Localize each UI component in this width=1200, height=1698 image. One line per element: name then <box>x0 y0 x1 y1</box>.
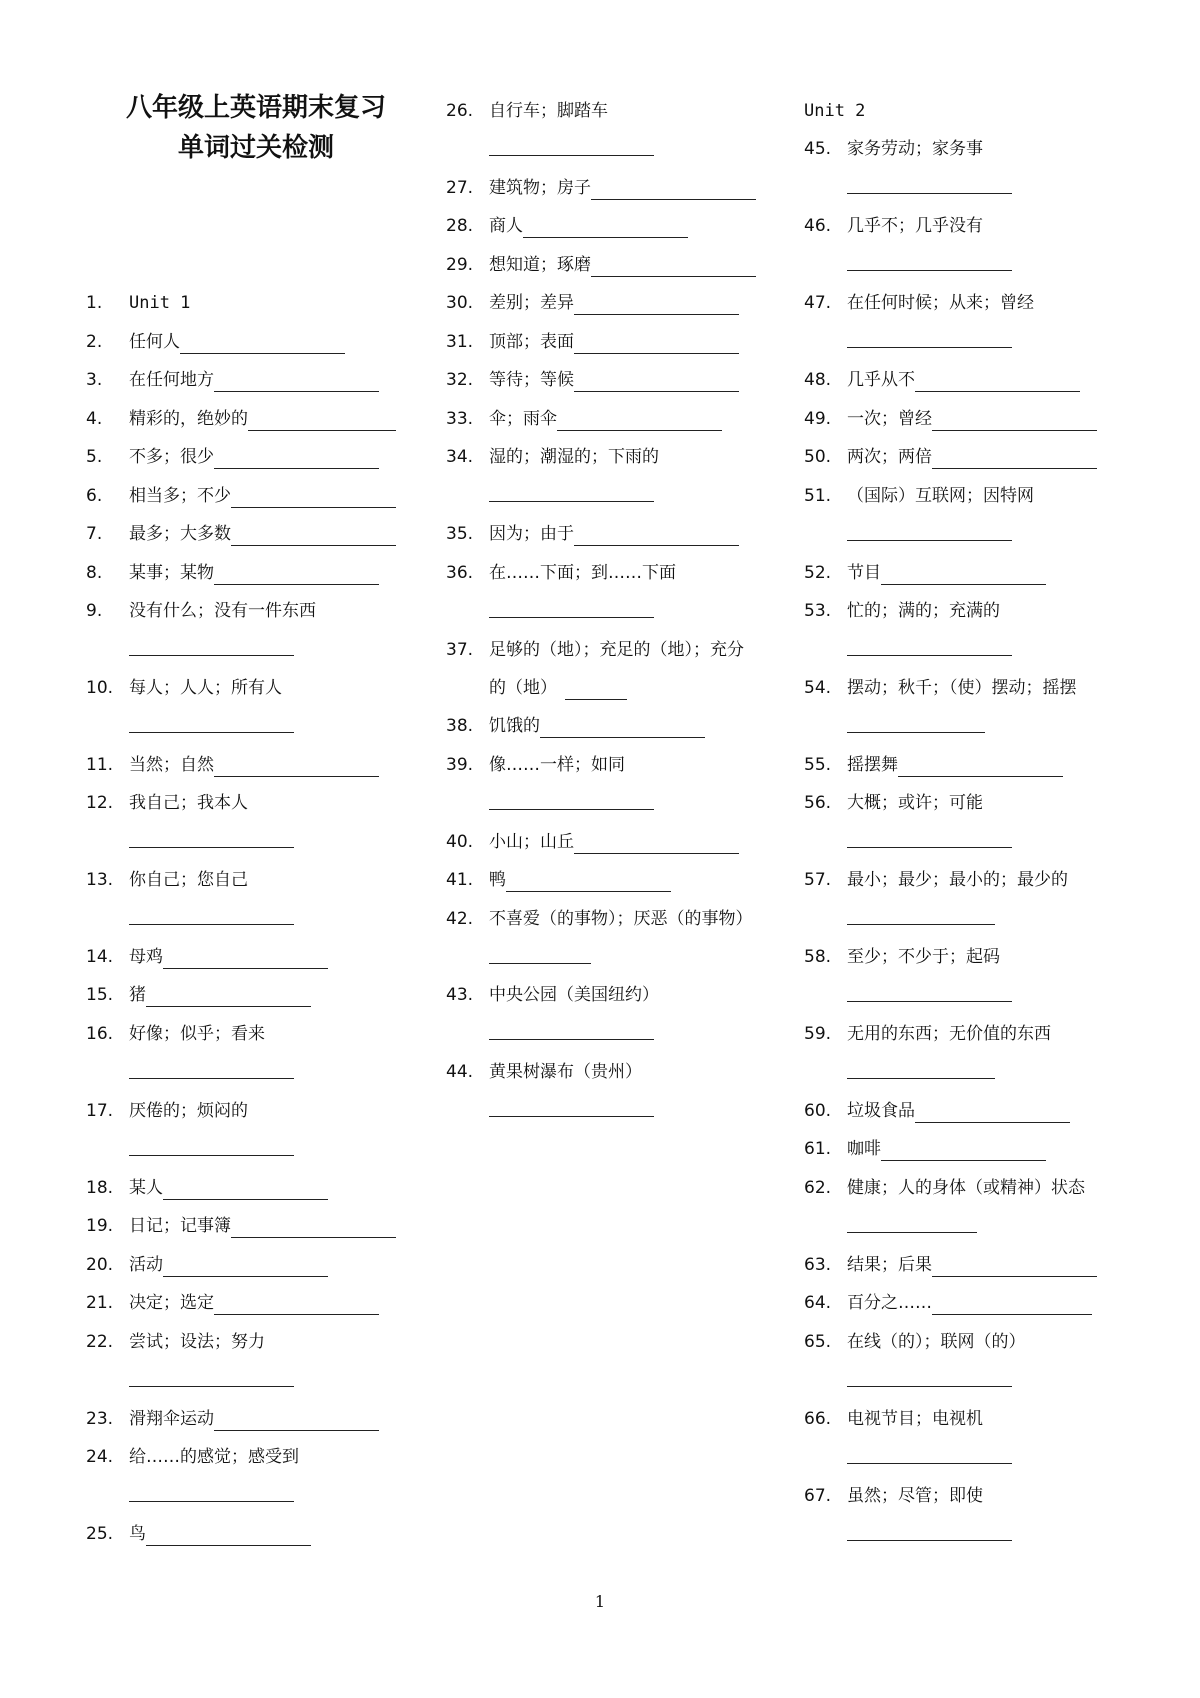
answer-blank[interactable] <box>489 1039 654 1040</box>
item-number: 26. <box>446 101 474 121</box>
answer-blank[interactable] <box>847 1078 995 1079</box>
item-number: 53. <box>804 601 832 621</box>
item-prompt: 咖啡 <box>847 1139 881 1159</box>
item-number: 64. <box>804 1293 832 1313</box>
item-number: 7. <box>86 524 103 544</box>
answer-blank[interactable] <box>557 412 722 431</box>
item-number: 1. <box>86 293 103 313</box>
answer-blank[interactable] <box>881 566 1046 585</box>
answer-blank[interactable] <box>898 758 1063 777</box>
answer-blank[interactable] <box>231 489 396 508</box>
answer-blank[interactable] <box>506 873 671 892</box>
answer-blank[interactable] <box>129 1155 294 1156</box>
item-prompt: 中央公园（美国纽约） <box>489 985 659 1005</box>
item-prompt: 饥饿的 <box>489 716 540 736</box>
answer-blank[interactable] <box>847 847 1012 848</box>
item-prompt: 无用的东西；无价值的东西 <box>847 1024 1051 1044</box>
answer-blank[interactable] <box>847 270 1012 271</box>
answer-blank[interactable] <box>129 655 294 656</box>
item-number: 11. <box>86 755 114 775</box>
item-number: 63. <box>804 1255 832 1275</box>
item-number: 42. <box>446 909 474 929</box>
item-prompt: 当然；自然 <box>129 755 214 775</box>
item-number: 57. <box>804 870 832 890</box>
item-prompt: 因为；由于 <box>489 524 574 544</box>
item-number: 4. <box>86 409 103 429</box>
title-line-2: 单词过关检测 <box>177 133 334 163</box>
item-number: 15. <box>86 985 114 1005</box>
answer-blank[interactable] <box>574 296 739 315</box>
item-number: 66. <box>804 1409 832 1429</box>
answer-blank[interactable] <box>214 373 379 392</box>
answer-blank[interactable] <box>591 258 756 277</box>
answer-blank[interactable] <box>146 1527 311 1546</box>
item-number: 55. <box>804 755 832 775</box>
answer-blank[interactable] <box>932 1258 1097 1277</box>
item-prompt: 每人；人人；所有人 <box>129 678 282 698</box>
answer-blank[interactable] <box>146 988 311 1007</box>
answer-blank[interactable] <box>489 617 654 618</box>
answer-blank[interactable] <box>932 1296 1092 1315</box>
item-number: 18. <box>86 1178 114 1198</box>
item-prompt: （国际）互联网；因特网 <box>847 486 1034 506</box>
answer-blank[interactable] <box>129 1501 294 1502</box>
answer-blank[interactable] <box>129 1386 294 1387</box>
answer-blank[interactable] <box>847 193 1012 194</box>
item-number: 62. <box>804 1178 832 1198</box>
item-prompt: 在任何地方 <box>129 370 214 390</box>
answer-blank[interactable] <box>214 450 379 469</box>
item-prompt: 滑翔伞运动 <box>129 1409 214 1429</box>
item-prompt: 不喜爱（的事物）；厌恶（的事物） <box>489 909 753 929</box>
answer-blank[interactable] <box>847 1386 1012 1387</box>
item-prompt: 猪 <box>129 985 146 1005</box>
item-prompt: 商人 <box>489 216 523 236</box>
item-number: 38. <box>446 716 474 736</box>
item-prompt: 我自己；我本人 <box>129 793 248 813</box>
item-number: 32. <box>446 370 474 390</box>
answer-blank[interactable] <box>847 1232 977 1233</box>
item-prompt: 百分之…… <box>847 1293 932 1313</box>
item-number: 12. <box>86 793 114 813</box>
item-number: 33. <box>446 409 474 429</box>
item-number: 14. <box>86 947 114 967</box>
item-number: 60. <box>804 1101 832 1121</box>
item-prompt: 垃圾食品 <box>847 1101 915 1121</box>
item-prompt: 大概；或许；可能 <box>847 793 983 813</box>
item-prompt: 摇摆舞 <box>847 755 898 775</box>
item-prompt: 相当多；不少 <box>129 486 231 506</box>
item-number: 27. <box>446 178 474 198</box>
item-prompt: 黄果树瀑布（贵州） <box>489 1062 642 1082</box>
item-number: 41. <box>446 870 474 890</box>
item-prompt: 结果；后果 <box>847 1255 932 1275</box>
item-number: 56. <box>804 793 832 813</box>
item-number: 65. <box>804 1332 832 1352</box>
answer-blank[interactable] <box>163 1181 328 1200</box>
item-prompt: 健康；人的身体（或精神）状态 <box>847 1178 1085 1198</box>
answer-blank[interactable] <box>129 847 294 848</box>
item-number: 40. <box>446 832 474 852</box>
unit-heading: Unit 1 <box>129 293 191 313</box>
item-prompt: 好像；似乎；看来 <box>129 1024 265 1044</box>
item-number: 9. <box>86 601 103 621</box>
item-prompt: 湿的；潮湿的；下雨的 <box>489 447 659 467</box>
item-prompt: 不多；很少 <box>129 447 214 467</box>
answer-blank[interactable] <box>163 950 328 969</box>
answer-blank[interactable] <box>129 1078 294 1079</box>
item-number: 35. <box>446 524 474 544</box>
answer-blank[interactable] <box>847 1540 1012 1541</box>
item-number: 59. <box>804 1024 832 1044</box>
answer-blank[interactable] <box>540 719 705 738</box>
item-number: 47. <box>804 293 832 313</box>
item-prompt: 最小；最少；最小的；最少的 <box>847 870 1068 890</box>
answer-blank[interactable] <box>489 1116 654 1117</box>
item-number: 51. <box>804 486 832 506</box>
answer-blank[interactable] <box>214 566 379 585</box>
item-number: 19. <box>86 1216 114 1236</box>
item-prompt: 两次；两倍 <box>847 447 932 467</box>
item-prompt: 日记；记事簿 <box>129 1216 231 1236</box>
item-prompt: 顶部；表面 <box>489 332 574 352</box>
item-prompt: 最多；大多数 <box>129 524 231 544</box>
answer-blank[interactable] <box>231 1219 396 1238</box>
item-prompt: 虽然；尽管；即使 <box>847 1486 983 1506</box>
item-number: 16. <box>86 1024 114 1044</box>
item-number: 8. <box>86 563 103 583</box>
answer-blank[interactable] <box>847 655 1012 656</box>
item-prompt: 没有什么；没有一件东西 <box>129 601 316 621</box>
item-number: 25. <box>86 1524 114 1544</box>
item-number: 44. <box>446 1062 474 1082</box>
title-line-1: 八年级上英语期末复习 <box>125 93 386 123</box>
item-number: 48. <box>804 370 832 390</box>
item-number: 45. <box>804 139 832 159</box>
item-prompt-continued: 的（地） <box>489 678 557 698</box>
item-number: 23. <box>86 1409 114 1429</box>
item-number: 52. <box>804 563 832 583</box>
item-prompt: 鸟 <box>129 1524 146 1544</box>
document-title <box>86 88 426 168</box>
answer-blank[interactable] <box>847 1001 1012 1002</box>
page-number: 1 <box>594 1592 606 1611</box>
item-number: 20. <box>86 1255 114 1275</box>
item-prompt: 足够的（地）；充足的（地）；充分 <box>489 640 744 660</box>
item-prompt: 至少；不少于；起码 <box>847 947 1000 967</box>
item-number: 6. <box>86 486 103 506</box>
item-prompt: 尝试；设法；努力 <box>129 1332 265 1352</box>
answer-blank[interactable] <box>129 924 294 925</box>
answer-blank[interactable] <box>489 809 654 810</box>
item-prompt: 像……一样；如同 <box>489 755 625 775</box>
item-prompt: 伞；雨伞 <box>489 409 557 429</box>
item-prompt: 你自己；您自己 <box>129 870 248 890</box>
answer-blank[interactable] <box>847 1463 1012 1464</box>
answer-blank[interactable] <box>214 1412 379 1431</box>
answer-blank[interactable] <box>489 963 591 964</box>
item-prompt: 家务劳动；家务事 <box>847 139 983 159</box>
answer-blank[interactable] <box>932 450 1097 469</box>
item-number: 5. <box>86 447 103 467</box>
item-prompt: 决定；选定 <box>129 1293 214 1313</box>
item-number: 67. <box>804 1486 832 1506</box>
answer-blank[interactable] <box>847 540 1012 541</box>
item-number: 22. <box>86 1332 114 1352</box>
item-number: 17. <box>86 1101 114 1121</box>
answer-blank[interactable] <box>574 835 739 854</box>
item-prompt: 在线（的）；联网（的） <box>847 1332 1026 1352</box>
answer-blank[interactable] <box>231 527 396 546</box>
answer-blank[interactable] <box>129 732 294 733</box>
item-prompt: 节目 <box>847 563 881 583</box>
item-prompt: 想知道；琢磨 <box>489 255 591 275</box>
item-prompt: 任何人 <box>129 332 180 352</box>
item-prompt: 某人 <box>129 1178 163 1198</box>
item-prompt: 给……的感觉；感受到 <box>129 1447 299 1467</box>
item-number: 43. <box>446 985 474 1005</box>
item-number: 28. <box>446 216 474 236</box>
answer-blank[interactable] <box>574 335 739 354</box>
item-number: 30. <box>446 293 474 313</box>
answer-blank[interactable] <box>574 527 739 546</box>
answer-blank[interactable] <box>489 501 654 502</box>
item-number: 39. <box>446 755 474 775</box>
item-prompt: 自行车；脚踏车 <box>489 101 608 121</box>
answer-blank[interactable] <box>565 681 627 700</box>
answer-blank[interactable] <box>847 924 995 925</box>
item-number: 50. <box>804 447 832 467</box>
answer-blank[interactable] <box>591 181 756 200</box>
item-prompt: 忙的；满的；充满的 <box>847 601 1000 621</box>
item-prompt: 某事；某物 <box>129 563 214 583</box>
item-prompt: 鸭 <box>489 870 506 890</box>
answer-blank[interactable] <box>932 412 1097 431</box>
item-prompt: 几乎从不 <box>847 370 915 390</box>
answer-blank[interactable] <box>915 1104 1070 1123</box>
item-number: 54. <box>804 678 832 698</box>
item-number: 46. <box>804 216 832 236</box>
item-number: 29. <box>446 255 474 275</box>
item-prompt: 小山；山丘 <box>489 832 574 852</box>
item-prompt: 活动 <box>129 1255 163 1275</box>
item-prompt: 厌倦的；烦闷的 <box>129 1101 248 1121</box>
answer-blank[interactable] <box>881 1142 1046 1161</box>
item-number: 10. <box>86 678 114 698</box>
item-prompt: 精彩的，绝妙的 <box>129 409 248 429</box>
answer-blank[interactable] <box>163 1258 328 1277</box>
item-prompt: 差别；差异 <box>489 293 574 313</box>
item-number: 58. <box>804 947 832 967</box>
answer-blank[interactable] <box>489 155 654 156</box>
item-number: 13. <box>86 870 114 890</box>
item-number: 37. <box>446 640 474 660</box>
item-prompt: 几乎不；几乎没有 <box>847 216 983 236</box>
item-number: 24. <box>86 1447 114 1467</box>
answer-blank[interactable] <box>847 732 985 733</box>
item-prompt: 等待；等候 <box>489 370 574 390</box>
answer-blank[interactable] <box>248 412 396 431</box>
answer-blank[interactable] <box>180 335 345 354</box>
item-number: 2. <box>86 332 103 352</box>
item-number: 61. <box>804 1139 832 1159</box>
item-number: 31. <box>446 332 474 352</box>
answer-blank[interactable] <box>214 758 379 777</box>
item-number: 21. <box>86 1293 114 1313</box>
answer-blank[interactable] <box>915 373 1080 392</box>
item-number: 34. <box>446 447 474 467</box>
item-prompt: 一次；曾经 <box>847 409 932 429</box>
item-number: 3. <box>86 370 103 390</box>
unit-heading: Unit 2 <box>804 101 866 121</box>
answer-blank[interactable] <box>214 1296 379 1315</box>
item-number: 36. <box>446 563 474 583</box>
answer-blank[interactable] <box>847 347 1012 348</box>
item-prompt: 电视节目；电视机 <box>847 1409 983 1429</box>
item-prompt: 建筑物；房子 <box>489 178 591 198</box>
item-prompt: 在……下面；到……下面 <box>489 563 676 583</box>
item-prompt: 在任何时候；从来；曾经 <box>847 293 1034 313</box>
item-prompt: 摆动；秋千；（使）摆动；摇摆 <box>847 678 1077 698</box>
item-number: 49. <box>804 409 832 429</box>
answer-blank[interactable] <box>574 373 739 392</box>
answer-blank[interactable] <box>523 219 688 238</box>
item-prompt: 母鸡 <box>129 947 163 967</box>
